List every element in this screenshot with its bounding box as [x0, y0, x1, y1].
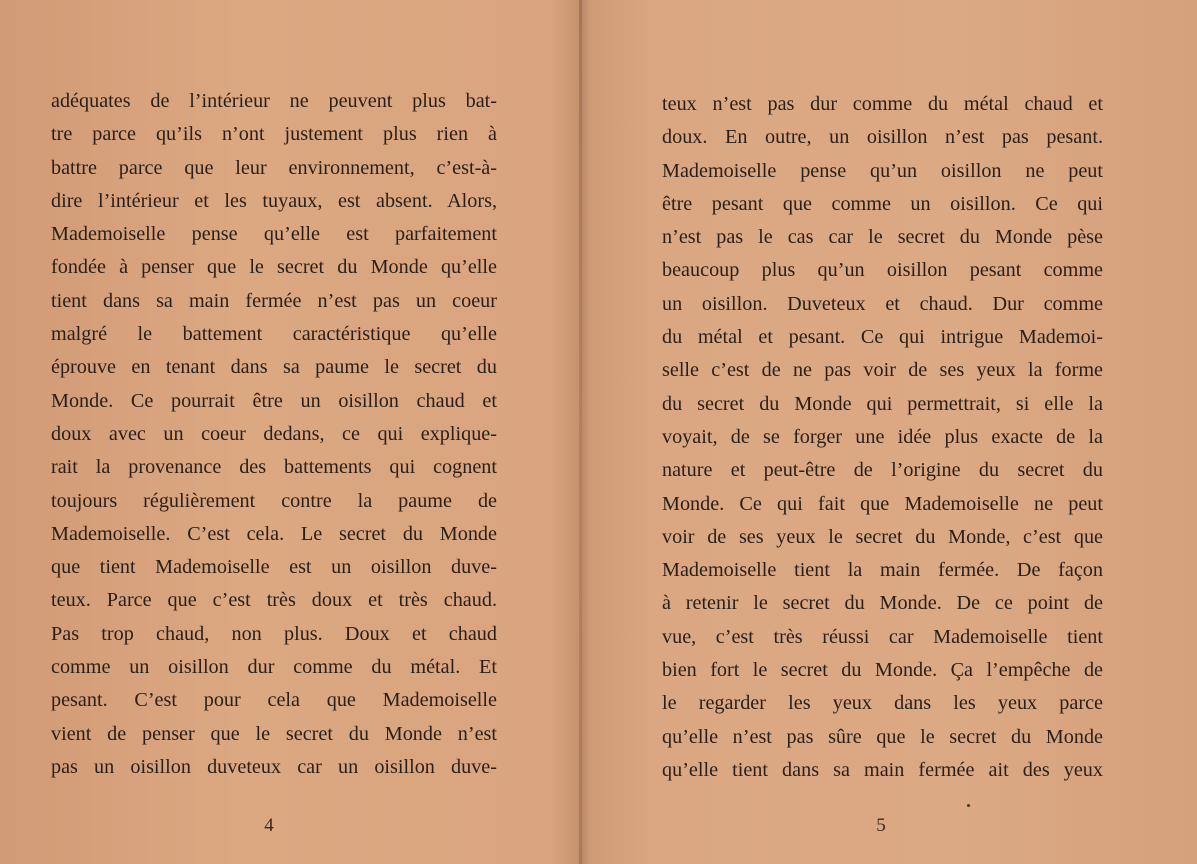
text-line: le regarder les yeux dans les yeux parce — [662, 692, 1103, 715]
text-line: malgré le battement caractéristique qu’elle — [51, 323, 497, 346]
text-line: teux n’est pas dur comme du métal chaud et — [662, 93, 1103, 115]
text-line: voir de ses yeux le secret du Monde, c’est que — [662, 525, 1103, 548]
text-line: un oisillon. Duveteux et chaud. Dur comme — [662, 292, 1103, 315]
text-line: Monde. Ce qui fait que Mademoiselle ne peut — [662, 492, 1103, 515]
text-line: à retenir le secret du Monde. De ce point de — [662, 592, 1103, 615]
text-line: beaucoup plus qu’un oisillon pesant comme — [662, 259, 1103, 282]
paper-speck — [967, 804, 970, 807]
text-line: qu’elle n’est pas sûre que le secret du Monde — [662, 725, 1103, 748]
text-line: vient de penser que le secret du Monde n’est — [51, 722, 497, 745]
text-line: bien fort le secret du Monde. Ça l’empêche de — [662, 659, 1103, 682]
text-line: Mademoiselle pense qu’elle est parfaitement — [51, 223, 497, 246]
text-line: pas un oisillon duveteux car un oisillon duve- — [51, 755, 497, 778]
text-line: éprouve en tenant dans sa paume le secret du — [51, 356, 497, 379]
text-line: tient dans sa main fermée n’est pas un coeur — [51, 289, 497, 312]
text-line: fondée à penser que le secret du Monde qu’elle — [51, 256, 497, 279]
left-page-text — [51, 85, 497, 784]
text-line: Monde. Ce pourrait être un oisillon chaud et — [51, 389, 497, 412]
left-page — [0, 0, 582, 864]
text-line: comme un oisillon dur comme du métal. Et — [51, 656, 497, 679]
text-line: Pas trop chaud, non plus. Doux et chaud — [51, 622, 497, 645]
text-line: être pesant que comme un oisillon. Ce qui — [662, 192, 1103, 215]
text-line: battre parce que leur environnement, c’est-à- — [51, 156, 497, 179]
text-line: teux. Parce que c’est très doux et très chaud. — [51, 589, 497, 612]
page-number: 5 — [876, 815, 886, 836]
text-line: selle c’est de ne pas voir de ses yeux la forme — [662, 359, 1103, 382]
text-line: voyait, de se forger une idée plus exacte de la — [662, 425, 1103, 448]
text-line: adéquates de l’intérieur ne peuvent plus bat- — [51, 90, 497, 112]
text-line: doux avec un coeur dedans, ce qui explique- — [51, 422, 497, 445]
text-line: Mademoiselle pense qu’un oisillon ne peut — [662, 159, 1103, 182]
text-line: toujours régulièrement contre la paume de — [51, 489, 497, 512]
text-line: nature et peut-être de l’origine du secret du — [662, 459, 1103, 482]
text-line: rait la provenance des battements qui cognent — [51, 456, 497, 479]
text-line: doux. En outre, un oisillon n’est pas pesant. — [662, 126, 1103, 149]
text-line: pesant. C’est pour cela que Mademoiselle — [51, 689, 497, 712]
text-line: tre parce qu’ils n’ont justement plus rien à — [51, 123, 497, 146]
text-line: dire l’intérieur et les tuyaux, est absent. Alors, — [51, 189, 497, 212]
text-line: qu’elle tient dans sa main fermée ait des yeux — [662, 758, 1103, 781]
text-line: que tient Mademoiselle est un oisillon duve- — [51, 556, 497, 579]
text-line: du métal et pesant. Ce qui intrigue Mademoi- — [662, 326, 1103, 349]
text-line: Mademoiselle. C’est cela. Le secret du Monde — [51, 522, 497, 545]
text-line: n’est pas le cas car le secret du Monde pèse — [662, 226, 1103, 249]
text-line: vue, c’est très réussi car Mademoiselle tient — [662, 625, 1103, 648]
right-page — [582, 0, 1197, 864]
text-line: du secret du Monde qui permettrait, si elle la — [662, 392, 1103, 415]
text-line: Mademoiselle tient la main fermée. De façon — [662, 559, 1103, 582]
right-page-text — [662, 88, 1103, 787]
page-number: 4 — [264, 815, 274, 836]
